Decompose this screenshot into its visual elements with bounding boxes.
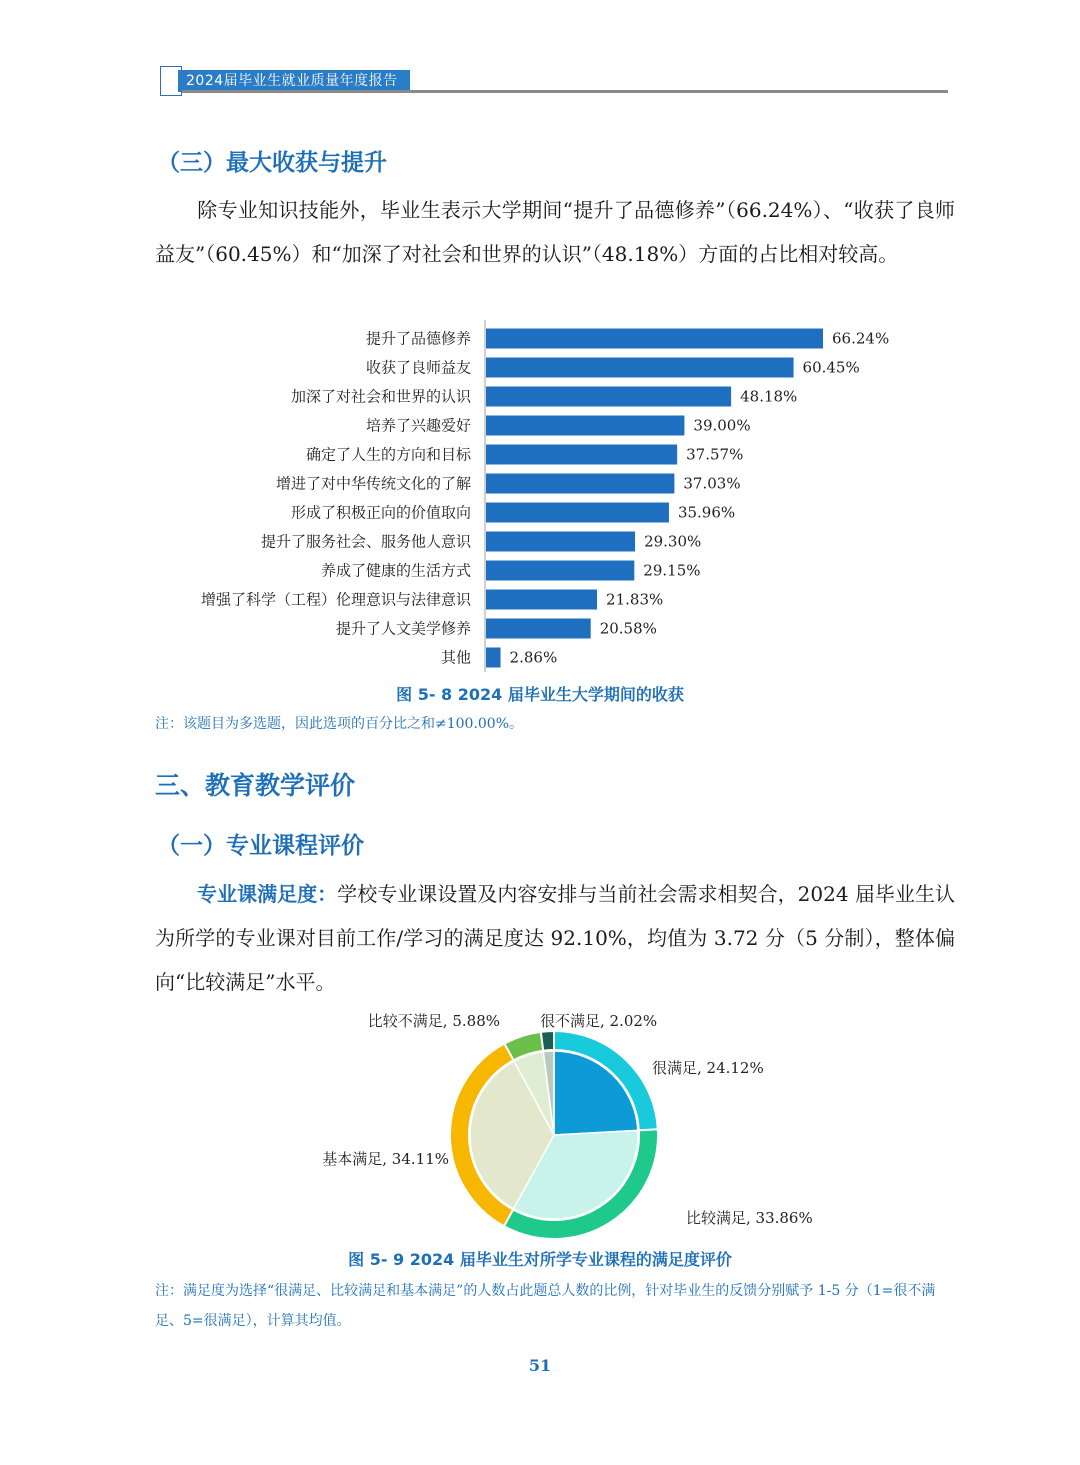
bar-value-label: 37.57% [686, 445, 744, 464]
bar-value-label: 48.18% [740, 387, 798, 406]
bar-category-label: 增进了对中华传统文化的了解 [275, 474, 471, 493]
harvest-paragraph [155, 188, 955, 276]
bar-value-label: 35.96% [677, 503, 736, 522]
pie-slice-label: 很不满足, 2.02% [540, 1012, 658, 1030]
courses-paragraph [155, 872, 955, 1004]
bar-category-label: 提升了人文美学修养 [335, 619, 471, 638]
bar-value-label: 66.24% [832, 329, 890, 348]
pie-slice-label: 基本满足, 34.11% [322, 1150, 449, 1168]
bar-category-label: 增强了科学（工程）伦理意识与法律意识 [200, 590, 471, 609]
bar [486, 358, 794, 378]
bar-value-label: 29.30% [644, 532, 702, 551]
bar [486, 503, 669, 523]
bar-value-label: 21.83% [606, 590, 664, 609]
bar-category-label: 其他 [440, 648, 471, 667]
courses-paragraph-text: 学校专业课设置及内容安排与当前社会需求相契合，2024 届毕业生认为所学的专业课对目前工作/学习的满足度达 92.10%，均值为 3.72 分（5 分制），整体偏向“比较满足”水平。 [155, 882, 955, 994]
bar [486, 561, 634, 581]
bar-category-label: 收获了良师益友 [365, 358, 471, 377]
header-rule [182, 90, 948, 93]
bar-category-label: 提升了品德修养 [365, 329, 471, 348]
bar-category-label: 形成了积极正向的价值取向 [290, 503, 471, 522]
bar-value-label: 39.00% [693, 416, 751, 435]
figure-5-9-note: 注：满足度为选择“很满足、比较满足和基本满足”的人数占此题总人数的比例，针对毕业生的反馈分别赋予 1-5 分（1=很不满足、5=很满足），计算其均值。 [155, 1283, 936, 1329]
bar [486, 619, 591, 639]
bar [486, 648, 501, 668]
harvest-paragraph-text: 除专业知识技能外，毕业生表示大学期间“提升了品德修养”（66.24%）、“收获了良师益友”（60.45%）和“加深了对社会和世界的认识”（48.18%）方面的占比相对较高。 [155, 198, 955, 266]
bar [486, 445, 677, 465]
harvest-bar-chart [0, 318, 1080, 678]
section-heading-harvest: （三）最大收获与提升 [157, 150, 387, 176]
figure-5-9-caption: 图 5- 9 2024 届毕业生对所学专业课程的满足度评价 [348, 1250, 732, 1269]
bar-value-label: 2.86% [509, 648, 558, 667]
pie-ring-slice [541, 1031, 554, 1051]
bar-category-label: 养成了健康的生活方式 [320, 561, 471, 580]
bar [486, 474, 674, 494]
bar [486, 416, 684, 436]
bar-value-label: 29.15% [643, 561, 701, 580]
bar-category-label: 提升了服务社会、服务他人意识 [260, 532, 471, 551]
bar-value-label: 20.58% [599, 619, 657, 638]
bar-category-label: 确定了人生的方向和目标 [305, 445, 471, 464]
bar [486, 329, 823, 349]
figure-5-8-caption: 图 5- 8 2024 届毕业生大学期间的收获 [396, 685, 684, 704]
bar [486, 387, 731, 407]
courses-lead: 专业课满足度： [197, 882, 338, 906]
bar-value-label: 37.03% [683, 474, 741, 493]
bar-value-label: 60.45% [802, 358, 860, 377]
bar-category-label: 培养了兴趣爱好 [365, 416, 471, 435]
figure-5-8-note: 注：该题目为多选题，因此选项的百分比之和≠100.00%。 [155, 716, 524, 732]
bar [486, 590, 597, 610]
page-number: 51 [528, 1356, 552, 1375]
bar [486, 532, 635, 552]
pie-slice-label: 比较不满足, 5.88% [367, 1012, 500, 1030]
pie-slice-label: 比较满足, 33.86% [686, 1209, 813, 1227]
bar-category-label: 加深了对社会和世界的认识 [290, 387, 471, 406]
section-heading-teaching: 三、教育教学评价 [155, 771, 356, 800]
report-title: 2024届毕业生就业质量年度报告 [178, 70, 410, 92]
satisfaction-pie-chart [0, 1000, 1080, 1240]
subsection-heading-courses: （一）专业课程评价 [157, 833, 364, 859]
pie-slice-label: 很满足, 24.12% [652, 1059, 764, 1077]
